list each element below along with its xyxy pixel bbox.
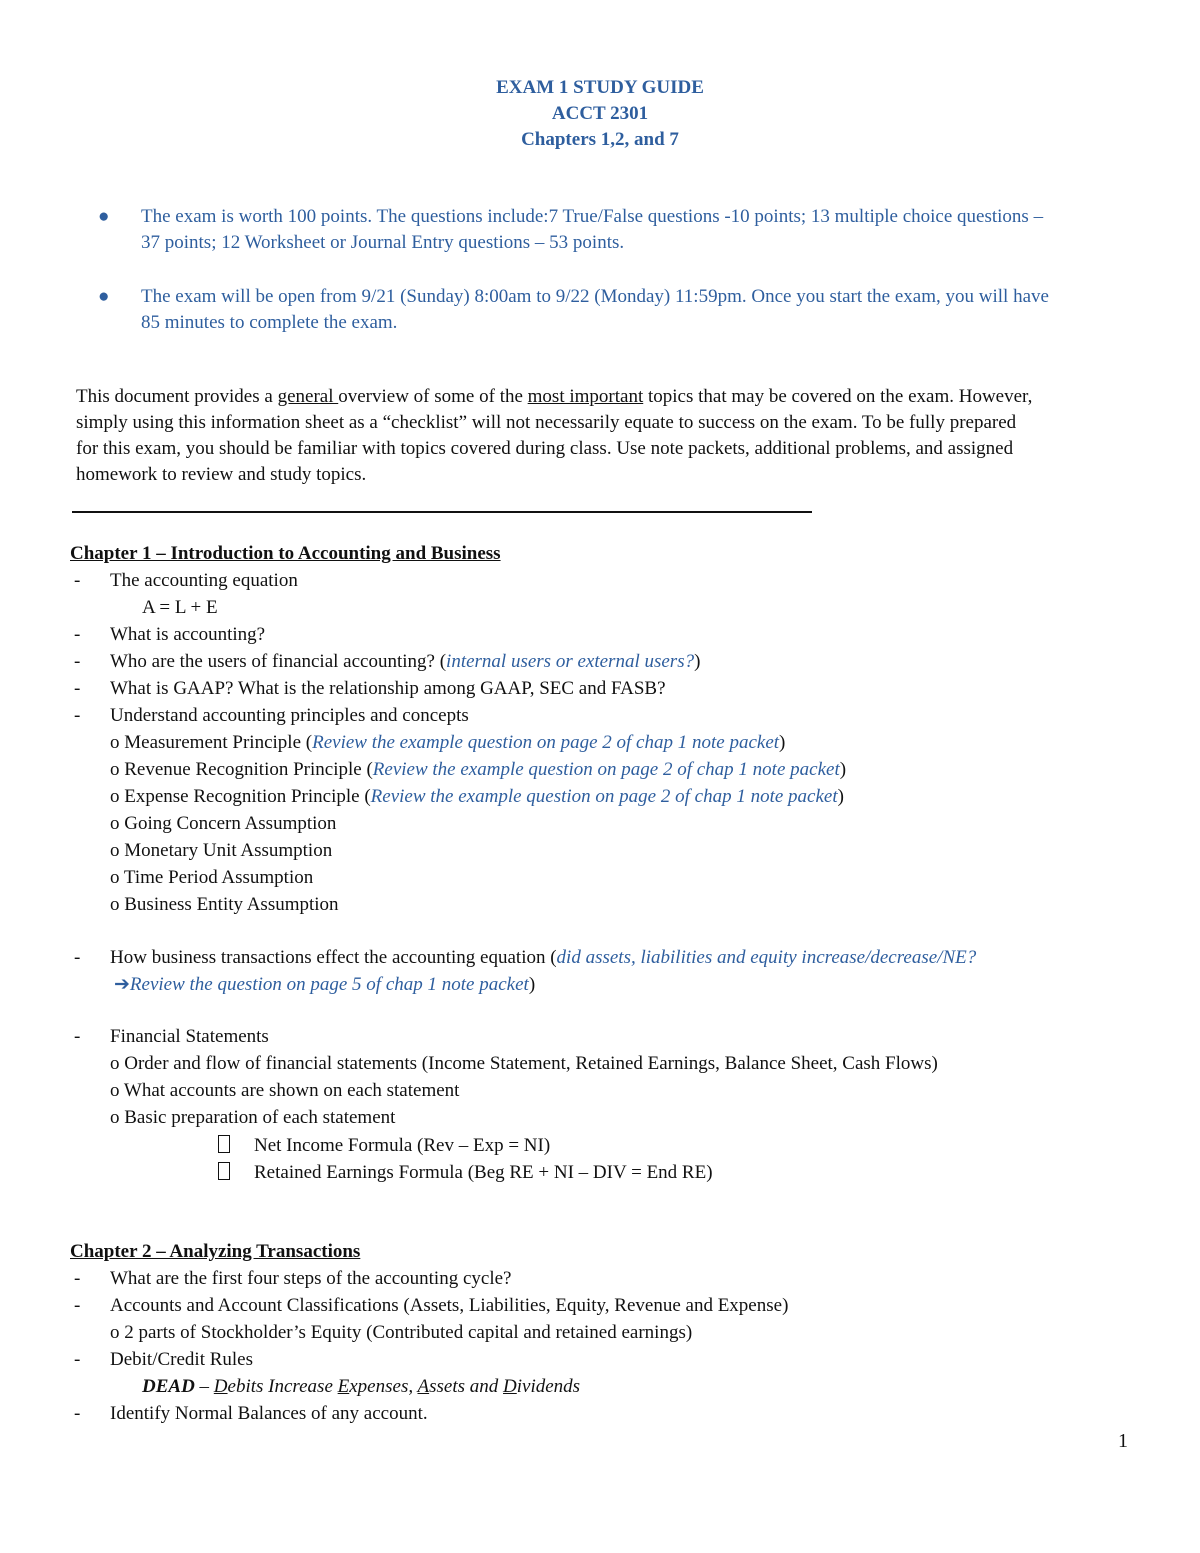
dash-marker: - (74, 705, 81, 726)
users-item (110, 649, 700, 675)
intro-general: general (277, 386, 339, 407)
bullet-exam-points (98, 204, 1138, 256)
review-note: Review the example question on page 2 of chap 1 note packet (372, 759, 840, 780)
equation-label: The accounting equation (110, 570, 298, 591)
retained-earnings-formula (218, 1160, 713, 1186)
bullet-line: The exam is worth 100 points. The questions include:7 True/False questions -10 points; 13 multiple choice questions – (141, 206, 1044, 227)
intro-text: topics that may be covered on the exam. However, (643, 386, 1033, 407)
dash-marker: - (74, 1349, 81, 1370)
chapter1-heading: Chapter 1 – Introduction to Accounting and Business (70, 543, 501, 564)
principle-text: o Expense Recognition Principle ( (110, 786, 371, 807)
mnemonic-letter: D (213, 1376, 228, 1397)
transactions-note: did assets, liabilities and equity increase/decrease/NE? (556, 947, 977, 968)
accounting-equation: A = L + E (142, 597, 218, 618)
transactions-text: How business transactions effect the accounting equation ( (110, 947, 557, 968)
users-close: ) (694, 651, 701, 672)
dash-marker: - (74, 1295, 81, 1316)
mnemonic-text: ssets and (429, 1376, 504, 1397)
time-period: o Time Period Assumption (110, 867, 314, 888)
dash-marker: - (74, 678, 81, 699)
mnemonic-text: ividends (516, 1376, 581, 1397)
dead-dash: – (194, 1376, 214, 1397)
intro-line: homework to review and study topics. (76, 464, 367, 485)
equity-parts: o 2 parts of Stockholder’s Equity (Contributed capital and retained earnings) (110, 1322, 693, 1343)
principle-close: ) (839, 759, 847, 780)
checkbox-glyph-icon (218, 1135, 230, 1153)
principle-text: o Measurement Principle ( (110, 732, 313, 753)
bullet-icon: ● (98, 286, 110, 307)
users-note: internal users or external users? (446, 651, 695, 672)
intro-text: This document provides a (76, 386, 278, 407)
dash-marker: - (74, 624, 81, 645)
page-number: 1 (1118, 1430, 1128, 1452)
financial-statements: Financial Statements (110, 1026, 269, 1047)
principles-item: Understand accounting principles and concepts (110, 705, 469, 726)
bullet-exam-window (98, 284, 1138, 336)
transactions-review (114, 972, 535, 998)
chapter2-heading: Chapter 2 – Analyzing Transactions (70, 1241, 361, 1262)
revenue-principle (110, 757, 846, 783)
intro-line: for this exam, you should be familiar with topics covered during class. Use note packets, additional problems, and assigned (76, 438, 1014, 459)
gaap-item: What is GAAP? What is the relationship among GAAP, SEC and FASB? (110, 678, 666, 699)
users-text: Who are the users of financial accounting? ( (110, 651, 447, 672)
document-title: EXAM 1 STUDY GUIDE (496, 77, 704, 98)
mnemonic-letter: A (417, 1376, 430, 1397)
dead-mnemonic (142, 1374, 580, 1400)
statements-preparation: o Basic preparation of each statement (110, 1107, 396, 1128)
dead-label: DEAD (142, 1376, 195, 1397)
mnemonic-text: xpenses, (349, 1376, 418, 1397)
dash-marker: - (74, 947, 81, 968)
horizontal-divider (72, 511, 812, 513)
transactions-close: ) (528, 974, 536, 995)
dash-marker: - (74, 570, 81, 591)
expense-principle (110, 784, 844, 810)
monetary-unit: o Monetary Unit Assumption (110, 840, 333, 861)
dash-marker: - (74, 1403, 81, 1424)
review-note: Review the example question on page 2 of chap 1 note packet (312, 732, 780, 753)
chapters-subtitle: Chapters 1,2, and 7 (521, 129, 679, 150)
dash-marker: - (74, 651, 81, 672)
transactions-note: Review the question on page 5 of chap 1 note packet (129, 974, 529, 995)
review-note: Review the example question on page 2 of chap 1 note packet (370, 786, 838, 807)
going-concern: o Going Concern Assumption (110, 813, 337, 834)
transactions-item (110, 945, 976, 971)
formula-text: Net Income Formula (Rev – Exp = NI) (254, 1135, 551, 1156)
bullet-line: The exam will be open from 9/21 (Sunday) 8:00am to 9/22 (Monday) 11:59pm. Once you start the exam, you will have (141, 286, 1049, 307)
intro-text: overview of some of the (338, 386, 528, 407)
mnemonic-letter: E (337, 1376, 350, 1397)
account-classifications: Accounts and Account Classifications (Assets, Liabilities, Equity, Revenue and Expense) (110, 1295, 789, 1316)
statements-order: o Order and flow of financial statements (Income Statement, Retained Earnings, Balance Sheet, Cash Flows) (110, 1053, 938, 1074)
measurement-principle (110, 730, 785, 756)
checkbox-glyph-icon (218, 1162, 230, 1180)
accounting-cycle-steps: What are the first four steps of the accounting cycle? (110, 1268, 512, 1289)
intro-paragraph (76, 384, 1136, 488)
bullet-icon: ● (98, 206, 110, 227)
principle-close: ) (779, 732, 786, 753)
bullet-line: 85 minutes to complete the exam. (141, 312, 398, 333)
course-code: ACCT 2301 (551, 103, 649, 124)
principle-text: o Revenue Recognition Principle ( (110, 759, 373, 780)
intro-most-important: most important (527, 386, 644, 407)
normal-balances: Identify Normal Balances of any account. (110, 1403, 428, 1424)
formula-text: Retained Earnings Formula (Beg RE + NI – DIV = End RE) (254, 1162, 713, 1183)
dash-marker: - (74, 1268, 81, 1289)
intro-line (76, 384, 1136, 410)
mnemonic-text: ebits Increase (227, 1376, 338, 1397)
debit-credit-rules: Debit/Credit Rules (110, 1349, 254, 1370)
principle-close: ) (837, 786, 844, 807)
intro-line: simply using this information sheet as a “checklist” will not necessarily equate to success on the exam. To be fully prepared (76, 412, 1017, 433)
statements-accounts: o What accounts are shown on each statement (110, 1080, 460, 1101)
mnemonic-letter: D (503, 1376, 517, 1397)
bullet-line: 37 points; 12 Worksheet or Journal Entry questions – 53 points. (141, 232, 625, 253)
dash-marker: - (74, 1026, 81, 1047)
business-entity: o Business Entity Assumption (110, 894, 339, 915)
what-is-accounting: What is accounting? (110, 624, 266, 645)
arrow-icon: ➔ (114, 974, 130, 995)
net-income-formula (218, 1133, 550, 1159)
